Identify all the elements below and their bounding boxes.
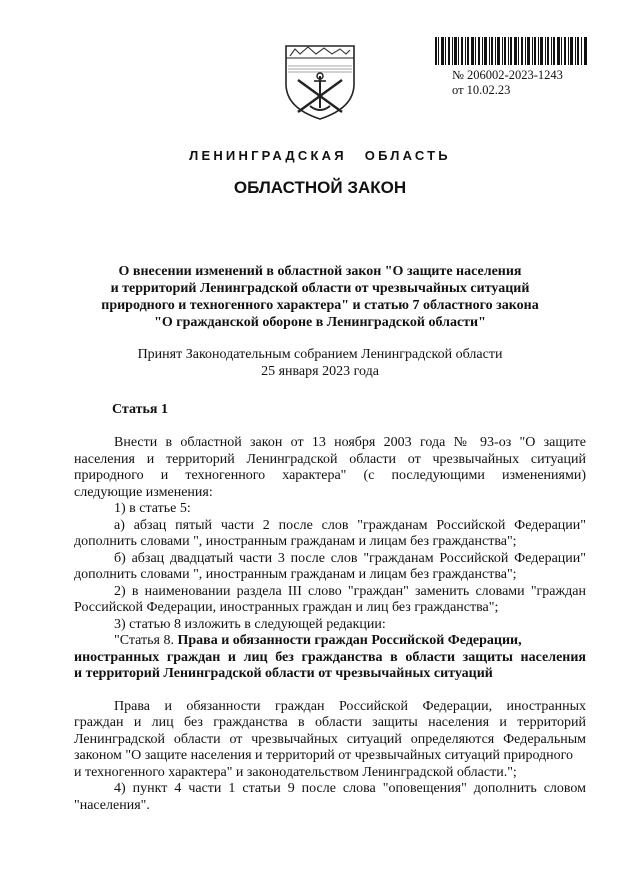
body-line: Внести в областной закон от 13 ноября 2003 года № 93-оз "О защите <box>114 435 586 450</box>
registration-number: № 206002-2023-1243 <box>452 68 563 82</box>
body-line: иностранных граждан и лиц без гражданства в области защиты населения <box>74 649 586 665</box>
adoption-line: Принят Законодательным собранием Ленинградской области <box>137 347 503 362</box>
article-8-title: Права и обязанности граждан Российской Федерации, <box>177 633 522 648</box>
body-line: граждан и лиц без гражданства в области защиты населения и территорий <box>74 715 586 730</box>
adoption-note <box>60 346 580 380</box>
body-line: законом "О защите населения и территорий от чрезвычайных ситуаций природного <box>74 748 574 763</box>
body-line: и территорий Ленинградской области от чрезвычайных ситуаций <box>74 666 493 681</box>
title-line: О внесении изменений в областной закон "О защите населения <box>118 264 522 279</box>
body-line: "населения". <box>74 797 150 813</box>
body-line: населения и территорий Ленинградской области от чрезвычайных ситуаций <box>74 451 586 467</box>
region-heading <box>0 148 640 163</box>
title-line: природного и техногенного характера" и статью 7 областного закона <box>101 298 539 313</box>
body-line: 2) в наименовании раздела III слово "граждан" заменить словами "граждан <box>114 583 586 599</box>
adoption-date: 25 января 2023 года <box>261 364 379 379</box>
title-line: "О гражданской обороне в Ленинградской области" <box>154 315 486 330</box>
article-8-prefix: "Статья 8. <box>114 633 178 648</box>
body-line: дополнить словами ", иностранным гражданам и лицам без гражданства"; <box>74 567 517 582</box>
region-word-1: ЛЕНИНГРАДСКАЯ <box>189 148 347 163</box>
body-line: Ленинградской области от чрезвычайных ситуаций определяются Федеральным <box>74 731 586 747</box>
body-line: Права и обязанности граждан Российской Федерации, иностранных <box>114 698 586 714</box>
law-title <box>60 263 580 331</box>
body-line: Российской Федерации, иностранных граждан и лиц без гражданства"; <box>74 600 499 615</box>
body-line: 3) статью 8 изложить в следующей редакции: <box>114 616 386 632</box>
article-body <box>74 435 586 814</box>
body-line: природного и техногенного характера" (с последующими изменениями) <box>74 468 586 483</box>
body-line: и техногенного характера" и законодательством Ленинградской области."; <box>74 764 517 780</box>
registration-date: от 10.02.23 <box>452 83 511 97</box>
body-line: 4) пункт 4 части 1 статьи 9 после слова "оповещения" дополнить словом <box>114 781 586 796</box>
body-line: следующие изменения: <box>74 484 213 500</box>
body-line: б) абзац двадцатый части 3 после слов "гражданам Российской Федерации" <box>114 550 586 566</box>
body-line: 1) в статье 5: <box>114 501 191 516</box>
body-line <box>74 633 586 650</box>
body-line: а) абзац пятый части 2 после слов "гражданам Российской Федерации" <box>114 517 586 533</box>
body-line: дополнить словами ", иностранным гражданам и лицам без гражданства"; <box>74 534 517 549</box>
region-word-2: ОБЛАСТЬ <box>364 148 451 163</box>
law-type-heading: ОБЛАСТНОЙ ЗАКОН <box>233 178 407 197</box>
barcode-image <box>435 37 587 65</box>
registration-block <box>452 68 563 98</box>
title-line: и территорий Ленинградской области от чрезвычайных ситуаций <box>110 281 530 296</box>
article-heading: Статья 1 <box>112 402 168 417</box>
coat-of-arms-emblem <box>280 40 360 122</box>
